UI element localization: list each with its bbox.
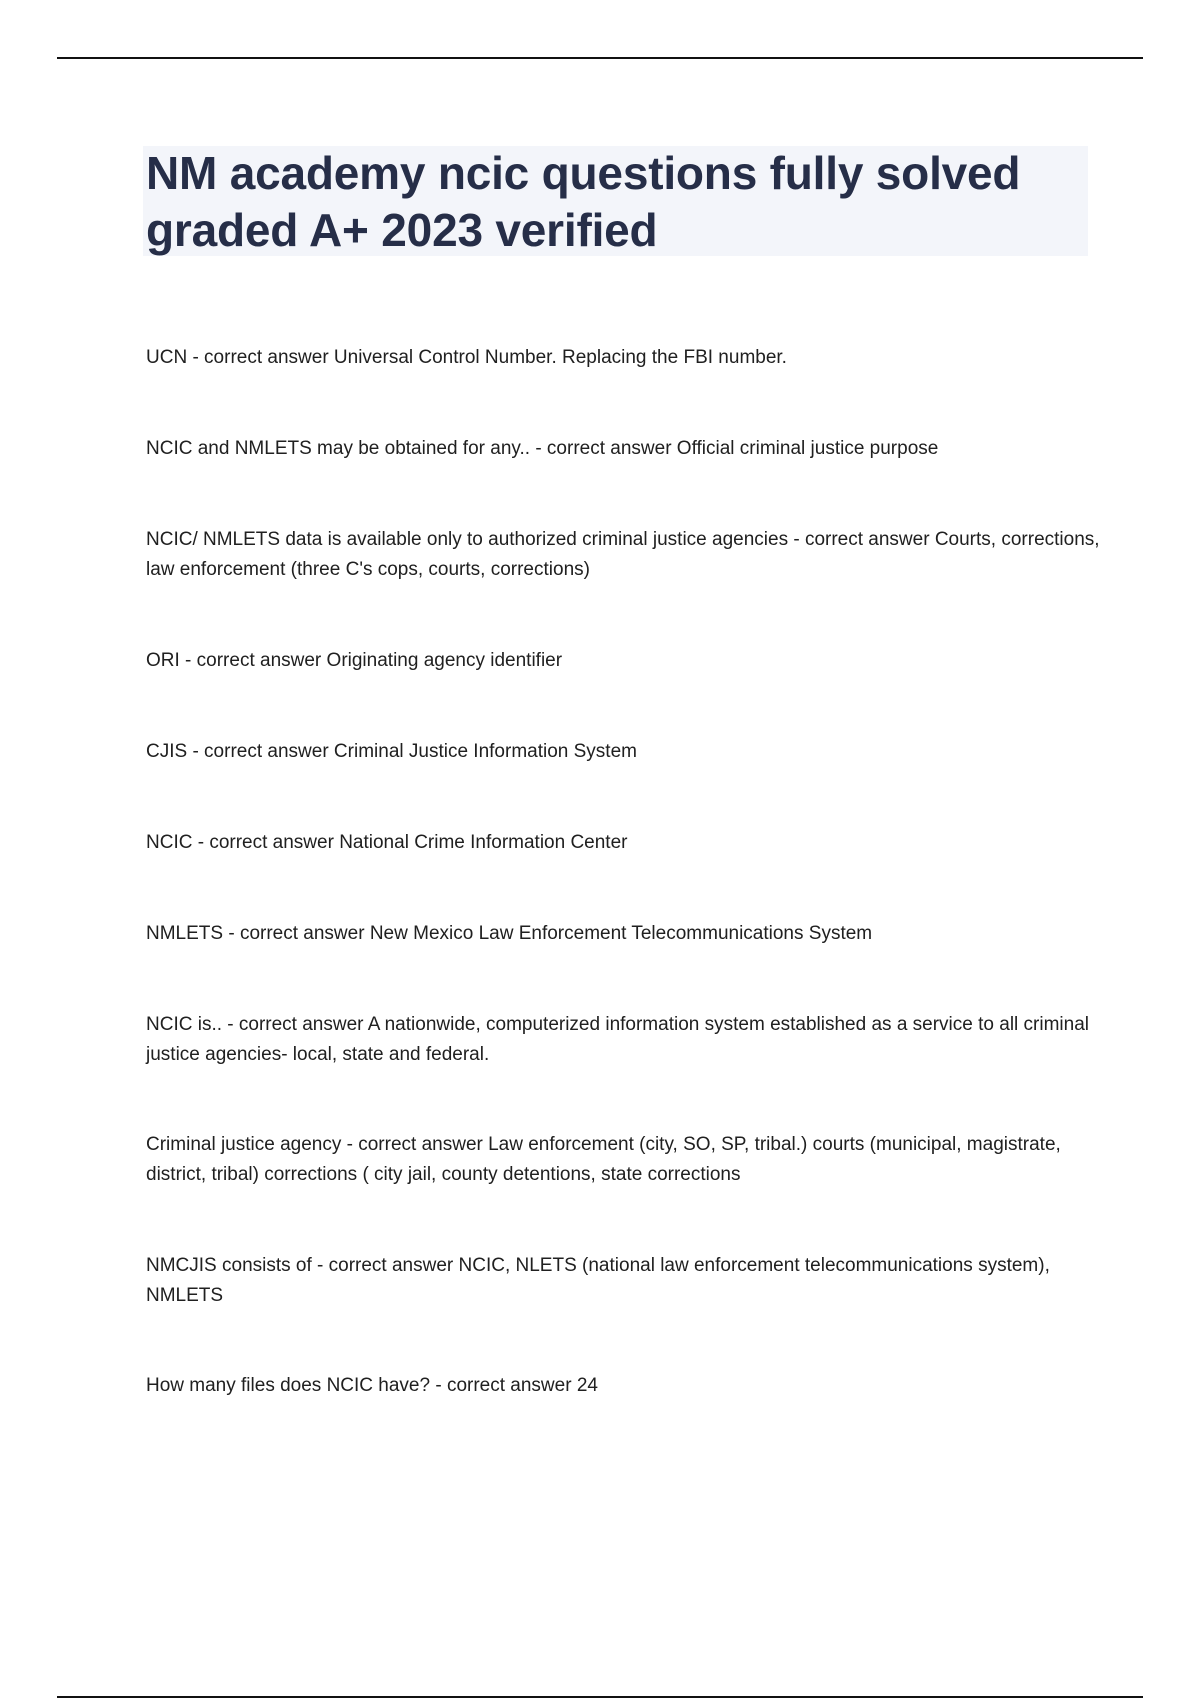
bottom-divider (57, 1696, 1143, 1698)
qa-item: Criminal justice agency - correct answer Law enforcement (city, SO, SP, tribal.) courts (municipal, magistrate, district, tribal) corrections ( city jail, county detentions, state corrections (146, 1134, 1061, 1185)
qa-item: NMCJIS consists of - correct answer NCIC, NLETS (national law enforcement telecommunications system), NMLETS (146, 1255, 1050, 1306)
qa-item: ORI - correct answer Originating agency identifier (146, 650, 563, 671)
qa-item: NCIC - correct answer National Crime Information Center (146, 832, 628, 853)
qa-item: UCN - correct answer Universal Control Number. Replacing the FBI number. (146, 347, 787, 368)
qa-item: CJIS - correct answer Criminal Justice Information System (146, 741, 637, 762)
qa-item: NCIC is.. - correct answer A nationwide, computerized information system established as a service to all criminal justice agencies- local, state and federal. (146, 1014, 1089, 1065)
top-divider (57, 57, 1143, 59)
qa-item: NMLETS - correct answer New Mexico Law Enforcement Telecommunications System (146, 923, 873, 944)
document-title: NM academy ncic questions fully solved graded A+ 2023 verified (146, 147, 1021, 256)
qa-item: NCIC/ NMLETS data is available only to authorized criminal justice agencies - correct answer Courts, corrections, law enforcement (three C's cops, courts, corrections) (146, 529, 1100, 580)
qa-item: NCIC and NMLETS may be obtained for any.. - correct answer Official criminal justice purpose (146, 438, 939, 459)
qa-item: How many files does NCIC have? - correct answer 24 (146, 1375, 598, 1396)
